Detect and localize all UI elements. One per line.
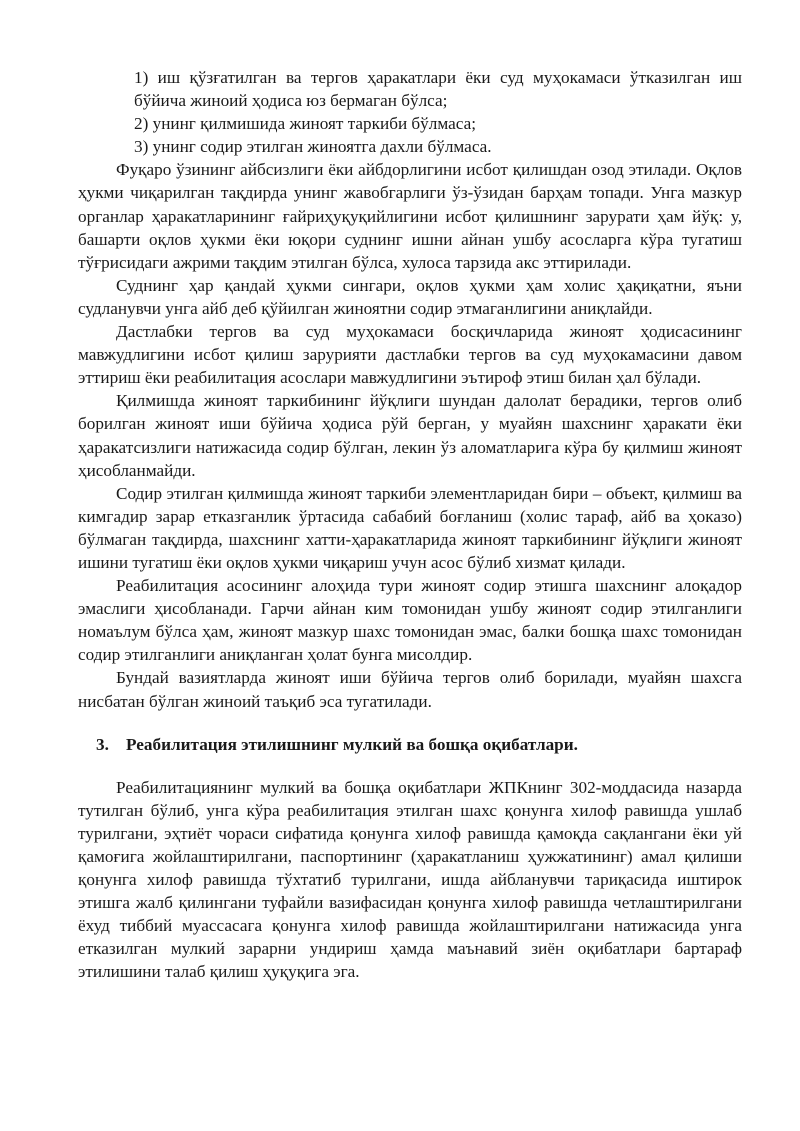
- paragraph: Қилмишда жиноят таркибининг йўқлиги шундан далолат берадики, тергов олиб борилган жиноят иши бўйича ҳодиса рўй берган, у муайян шахснинг ҳаракати ёки ҳаракатсизлиги натижасида содир бўлган, лекин ўз аломатларига кўра бу қилмиш жиноят ҳисобланмайди.: [78, 391, 742, 480]
- section-number: 3.: [96, 734, 109, 754]
- paragraph: Бундай вазиятларда жиноят иши бўйича тергов олиб борилади, муайян шахсга нисбатан бўлган жиноий таъқиб эса тугатилади.: [78, 668, 742, 711]
- paragraph: Дастлабки тергов ва суд муҳокамаси босқичларида жиноят ҳодисасининг мавжудлигини исбот қилиш зарурияти дастлабки тергов ва суд муҳокамасини давом эттириш ёки реабилитация асослари мавжудлигини эътироф этиш билан ҳал бўлади.: [78, 322, 742, 388]
- paragraph: Фуқаро ўзининг айбсизлиги ёки айбдорлигини исбот қилишдан озод этилади. Оқлов ҳукми чиқарилган тақдирда унинг жавобгарлиги ўз-ўзидан барҳам топади. Унга мазкур органлар ҳаракатларининг ғайриҳуқуқийлигини исбот қилишнинг зарурати ҳам йўқ: у, башарти оқлов ҳукми ёки юқори суднинг ишни айнан ушбу асосларга кўра тугатиш тўғрисидаги ажрими тақдим этилган бўлса, хулоса тарзида акс эттирилади.: [78, 160, 742, 272]
- section-heading: [78, 733, 742, 756]
- paragraph: Реабилитациянинг мулкий ва бошқа оқибатлари ЖПКнинг 302-моддасида назарда тутилган бўлиб, унга кўра реабилитация этилган шахс қонунга хилоф равишда ушлаб турилгани, эҳтиёт чораси сифатида қонунга хилоф равишда қамоқда сақлангани ёки уй қамоғига жойлаштирилгани, паспортининг (ҳаракатланиш ҳужжатининг) амал қилиши қонунга хилоф равишда тўхтатиб турилгани, ишда айбланувчи тариқасида иштирок этишга жалб қилингани туфайли вазифасидан қонунга хилоф равишда четлаштирилгани ёхуд тиббий муассасага қонунга хилоф равишда жойлаштирилгани натижасида унга етказилган мулкий зарарни ундириш ҳамда маънавий зиён оқибатлари бартараф этилишини талаб қилиш ҳуқуқига эга.: [78, 777, 742, 982]
- document-page: [78, 66, 742, 984]
- list-item: 2) унинг қилмишида жиноят таркиби бўлмаса;: [134, 114, 476, 134]
- paragraph: Суднинг ҳар қандай ҳукми сингари, оқлов ҳукми ҳам холис ҳақиқатни, яъни судланувчи унга айб деб қўйилган жиноятни содир этмаганлигини аниқлайди.: [78, 275, 742, 318]
- paragraph: Содир этилган қилмишда жиноят таркиби элементларидан бири – объект, қилмиш ва кимгадир зарар етказганлик ўртасида сабабий боғланиш (холис тараф, айб ва ҳоказо) бўлмаган тақдирда, шахснинг хатти-ҳаракатларида жиноят таркибининг йўқлиги жиноят ишини тугатиш ёки оқлов ҳукми чиқариш учун асос бўлиб хизмат қилади.: [78, 483, 742, 572]
- section-title: Реабилитация этилишнинг мулкий ва бошқа оқибатлари.: [126, 734, 578, 754]
- paragraph: Реабилитация асосининг алоҳида тури жиноят содир этишга шахснинг алоқадор эмаслиги ҳисобланади. Гарчи айнан ким томонидан ушбу жиноят содир этилганлиги номаълум бўлса ҳам, жиноят мазкур шахс томонидан эмас, балки бошқа шахс томонидан содир этилганлиги аниқланган ҳолат бунга мисолдир.: [78, 576, 742, 665]
- list-item: 1) иш қўзғатилган ва тергов ҳаракатлари ёки суд муҳокамаси ўтказилган иш бўйича жиноий ҳодиса юз бермаган бўлса;: [134, 68, 742, 111]
- list-item: 3) унинг содир этилган жиноятга дахли бўлмаса.: [134, 137, 492, 157]
